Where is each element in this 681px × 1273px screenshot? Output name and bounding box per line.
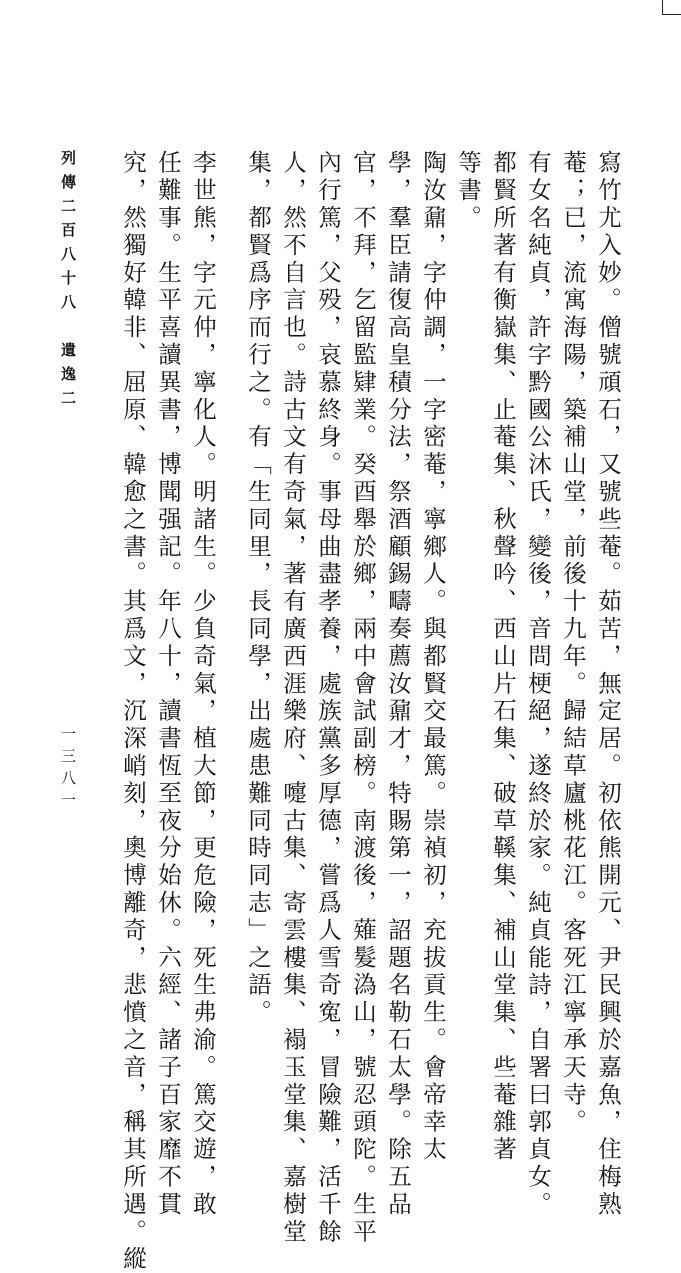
text-column-7: 學，羣臣請復高皇積分法，祭酒顧錫疇奏薦汝鼐才，特賜第一，詔題名勒石太學。除五品 xyxy=(384,150,412,1219)
text-column-8: 官，不拜，乞留監肄業。癸酉舉於鄉，兩中會試副榜。南渡後，薙髮溈山，號忍頭陀。生平 xyxy=(349,150,377,1246)
text-column-6: 陶汝鼐，字仲調，一字密菴，寧鄉人。與都賢交最篤。崇禎初，充拔貢生。會帝幸太 xyxy=(419,150,447,1164)
page-corner-mark xyxy=(662,0,681,15)
text-column-10: 人，然不自言也。詩古文有奇氣，著有廣西涯樂府、嚏古集、寄雲樓集、褟玉堂集、嘉樹堂 xyxy=(279,150,307,1246)
text-column-13: 任難事。生平喜讀異書，博聞强記。年八十，讀書恆至夜分始休。六經、諸子百家靡不貫 xyxy=(154,150,182,1219)
text-column-9: 內行篤，父殁，哀慕終身。事母曲盡孝養，處族黨多厚德，嘗爲人雪奇寃，冒險難，活千餘 xyxy=(314,150,342,1246)
text-column-1: 寫竹尤入妙。僧號頑石，又號些菴。茹苦，無定居。初依熊開元、尹民興於嘉魚，住梅熟 xyxy=(594,150,622,1219)
text-column-5: 等書。 xyxy=(454,150,482,233)
running-header: 列傳二百八十八 遺逸二 xyxy=(59,150,77,414)
text-column-4: 都賢所著有衡嶽集、止菴集、秋聲吟、西山片石集、破草鞵集、補山堂集、些菴雜著 xyxy=(489,150,517,1164)
page-number: 一三八一 xyxy=(59,726,77,814)
text-column-14: 究，然獨好韓非、屈原、韓愈之書。其爲文，沉深峭刻，奧博離奇，悲憤之音，稱其所遇。縱 xyxy=(119,150,147,1273)
text-column-11: 集，都賢爲序而行之。有「生同里，長同學，出處患難同時同志」之語。 xyxy=(244,150,272,1027)
text-column-2: 菴；已，流寓海陽，築補山堂，前後十九年。歸結草廬桃花江。客死江寧承天寺。 xyxy=(559,150,587,1137)
text-column-3: 有女名純貞，許字黔國公沐氏，變後，音問梗絕，遂終於家。純貞能詩，自署曰郭貞女。 xyxy=(524,150,552,1219)
text-column-12: 李世熊，字元仲，寧化人。明諸生。少負奇氣，植大節，更危險，死生弗渝。篤交遊，敢 xyxy=(189,150,217,1219)
